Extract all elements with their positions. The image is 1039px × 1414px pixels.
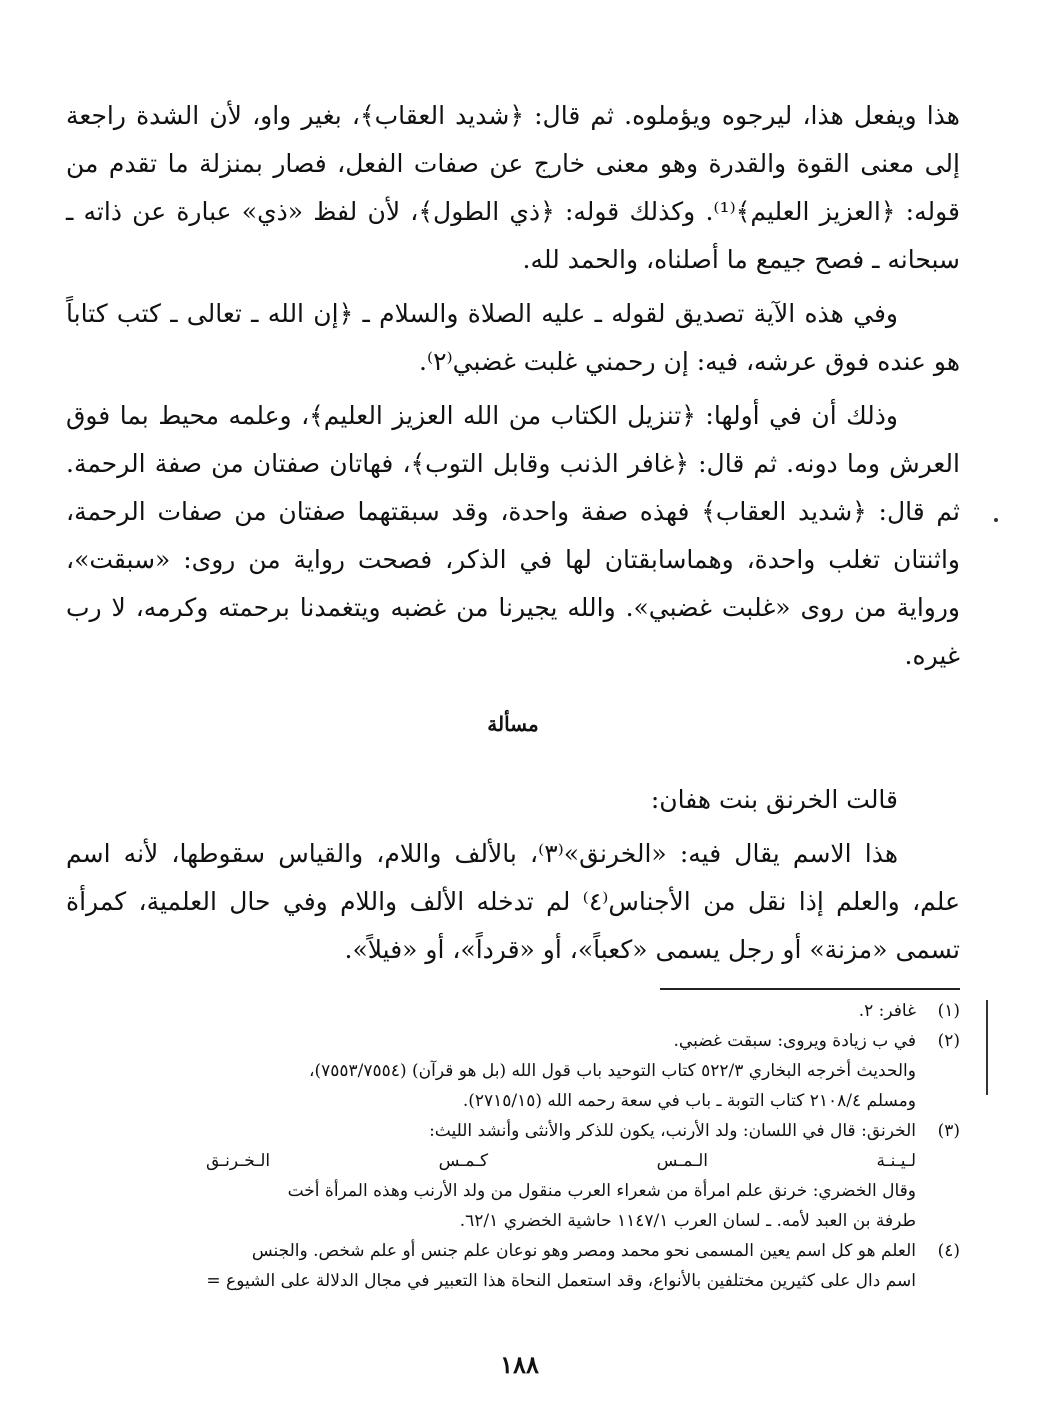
margin-dot bbox=[994, 518, 998, 522]
footnote-divider bbox=[660, 988, 960, 990]
verse-word: الـمـس bbox=[656, 1151, 709, 1171]
poem-verse bbox=[206, 1146, 916, 1176]
footnote-3-continuation-2: طرفة بن العبد لأمه. ـ لسان العرب ١١٤٧/١ حاشية الخضري ٦٢/١. bbox=[459, 1211, 916, 1231]
footnote-2 bbox=[66, 1026, 960, 1056]
footnote-number: (١) bbox=[937, 1001, 960, 1021]
footnote-4 bbox=[66, 1236, 960, 1266]
footnote-1 bbox=[66, 996, 960, 1026]
footnote-3 bbox=[66, 1116, 960, 1146]
page-body bbox=[66, 92, 960, 1296]
footnote-number: (٤) bbox=[937, 1241, 960, 1261]
paragraph-2: وفي هذه الآية تصديق لقوله ـ عليه الصلاة والسلام ـ ﴿إن الله ـ تعالى ـ كتب كتاباً هو عنده فوق عرشه، فيه: إن رحمني غلبت غضبي⁽٢⁾. bbox=[66, 299, 960, 376]
verse-word: كـمـس bbox=[438, 1151, 489, 1171]
section-title-line: قالت الخرنق بنت هفان: bbox=[650, 785, 898, 814]
footnote-number: (٢) bbox=[937, 1031, 960, 1051]
section-paragraph: هذا الاسم يقال فيه: «الخرنق»⁽٣⁾، بالألف واللام، والقياس سقوطها، لأنه اسم علم، والعلم إذا نقل من الأجناس⁽٤⁾ لم تدخله الألف واللام وفي حال العلمية، كمرأة تسمى «مزنة» أو رجل يسمى «كعباً»، أو «قرداً»، أو «فيلاً». bbox=[66, 839, 960, 964]
footnote-3-continuation-1: وقال الخضري: خرنق علم امرأة من شعراء العرب منقول من ولد الأرنب وهذه المرأة أخت bbox=[287, 1181, 916, 1201]
footnote-text: الخرنق: قال في اللسان: ولد الأرنب، يكون للذكر والأنثى وأنشد الليث: bbox=[429, 1121, 916, 1141]
footnote-text: العلم هو كل اسم يعين المسمى نحو محمد ومصر وهو نوعان علم جنس أو علم شخص. والجنس bbox=[251, 1241, 916, 1261]
footnote-text: في ب زيادة ويروى: سبقت غضبي. bbox=[673, 1031, 916, 1051]
footnote-text: غافر: ٢. bbox=[858, 1001, 916, 1021]
verse-word: لـيـنـة bbox=[876, 1151, 916, 1171]
paragraph-1: هذا ويفعل هذا، ليرجوه ويؤملوه. ثم قال: ﴿شديد العقاب﴾، بغير واو، لأن الشدة راجعة إلى معنى القوة والقدرة وهو معنى خارج عن صفات الفعل، فصار بمنزلة ما تقدم من قوله: ﴿العزيز العليم﴾⁽¹⁾. وكذلك قوله: ﴿ذي الطول﴾، لأن لفظ «ذي» عبارة عن ذاته ـ سبحانه ـ فصح جيمع ما أصلناه، والحمد لله. bbox=[66, 101, 960, 274]
footnote-2-continuation-1: والحديث أخرجه البخاري ٥٢٢/٣ كتاب التوحيد باب قول الله (بل هو قرآن) (٧٥٥٣/٧٥٥٤)، bbox=[309, 1061, 916, 1081]
footnote-2-continuation-2: ومسلم ٢١٠٨/٤ كتاب التوبة ـ باب في سعة رحمه الله (٢٧١٥/١٥). bbox=[462, 1091, 916, 1111]
verse-word: الـخـرنـق bbox=[206, 1151, 271, 1171]
footnotes bbox=[66, 996, 960, 1296]
section-heading: مسألة bbox=[487, 712, 539, 736]
paragraph-3: وذلك أن في أولها: ﴿تنزيل الكتاب من الله العزيز العليم﴾، وعلمه محيط بما فوق العرش وما دونه. ثم قال: ﴿غافر الذنب وقابل التوب﴾، فهاتان صفتان من صفة الرحمة. ثم قال: ﴿شديد العقاب﴾ فهذه صفة واحدة، وقد سبقتهما صفتان من صفات الرحمة، واثنتان تغلب واحدة، وهماسابقتان لها في الذكر، فصحت رواية من روى: «سبقت»، ورواية من روى «غلبت غضبي». والله يجيرنا من غضبه ويتغمدنا برحمته وكرمه، لا رب غيره. bbox=[66, 401, 960, 670]
footnote-4-continuation-1: اسم دال على كثيرين مختلفين بالأنواع، وقد استعمل النحاة هذا التعبير في مجال الدلالة على الشيوع = bbox=[206, 1271, 916, 1291]
footnote-number: (٣) bbox=[937, 1121, 960, 1141]
margin-bar bbox=[986, 1000, 988, 1095]
page-number: ١٨٨ bbox=[500, 1350, 539, 1379]
